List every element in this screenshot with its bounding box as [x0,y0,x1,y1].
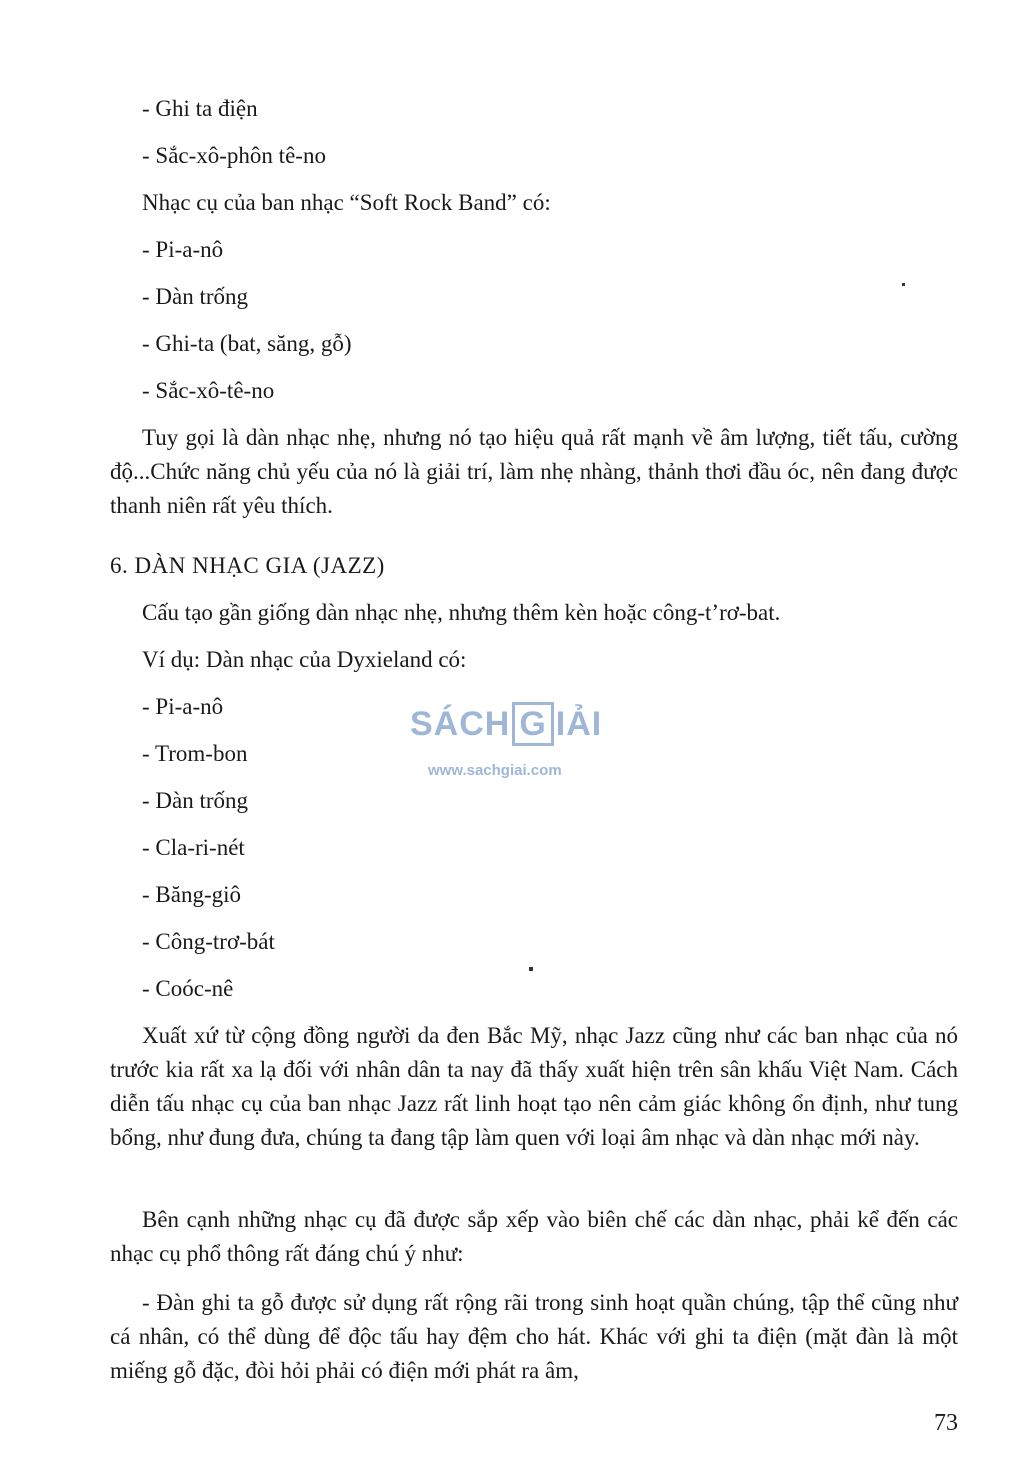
list-item: - Trom-bon [142,741,248,766]
list-item: - Ghi ta điện [142,96,258,121]
paragraph-jazz-origin: Xuất xứ từ cộng đồng người da đen Bắc Mỹ, nhạc Jazz cũng như các ban nhạc của nó trước kia rất xa lạ đối với nhân dân ta nay đã thấy xuất hiện trên sân khấu Việt Nam. Cách diễn tấu nhạc cụ của ban nhạc Jazz rất linh hoạt tạo nên cảm giác không ổn định, như tung bổng, như đung đưa, chúng ta đang tập làm quen với loại âm nhạc và dàn nhạc mới này. [110,1023,958,1150]
paragraph-light-music: Tuy gọi là dàn nhạc nhẹ, nhưng nó tạo hiệu quả rất mạnh về âm lượng, tiết tấu, cường độ...Chức năng chủ yếu của nó là giải trí, làm nhẹ nhàng, thảnh thơi đầu óc, nên đang được thanh niên rất yêu thích. [110,425,958,518]
page-number: 73 [934,1410,958,1436]
list-item: - Pi-a-nô [142,237,224,262]
list-item: - Ghi-ta (bat, săng, gỗ) [142,331,352,356]
list-item: - Pi-a-nô [142,694,224,719]
list-item: - Cla-ri-nét [142,835,245,860]
paragraph-common-instruments: Bên cạnh những nhạc cụ đã được sắp xếp vào biên chế các dàn nhạc, phải kể đến các nhạc cụ phổ thông rất đáng chú ý như: [110,1207,958,1266]
watermark-logo-left: SÁCH [410,705,511,743]
jazz-example: Ví dụ: Dàn nhạc của Dyxieland có: [142,647,467,672]
watermark [410,688,620,783]
soft-rock-intro: Nhạc cụ của ban nhạc “Soft Rock Band” có: [142,190,551,215]
scan-speck [902,283,905,286]
watermark-logo [410,702,602,746]
watermark-logo-box: G [512,702,553,746]
list-item: - Dàn trống [142,788,249,813]
list-item: - Băng-giô [142,882,242,907]
jazz-structure: Cấu tạo gần giống dàn nhạc nhẹ, nhưng thêm kèn hoặc công-t’rơ-bat. [142,600,781,625]
watermark-url: www.sachgiai.com [428,762,562,779]
section-heading: 6. DÀN NHẠC GIA (JAZZ) [110,553,385,578]
list-item: - Công-trơ-bát [142,929,275,954]
paragraph-guitar: - Đàn ghi ta gỗ được sử dụng rất rộng rãi trong sinh hoạt quần chúng, tập thể cũng như cá nhân, có thể dùng để độc tấu hay đệm cho hát. Khác với ghi ta điện (mặt đàn là một miếng gỗ đặc, đòi hỏi phải có điện mới phát ra âm, [110,1290,958,1383]
watermark-logo-right: IẢI [555,705,603,743]
list-item: - Coóc-nê [142,976,234,1001]
list-item: - Sắc-xô-tê-no [142,378,275,403]
scan-speck [529,967,533,971]
list-item: - Dàn trống [142,284,249,309]
list-item: - Sắc-xô-phôn tê-no [142,143,326,168]
